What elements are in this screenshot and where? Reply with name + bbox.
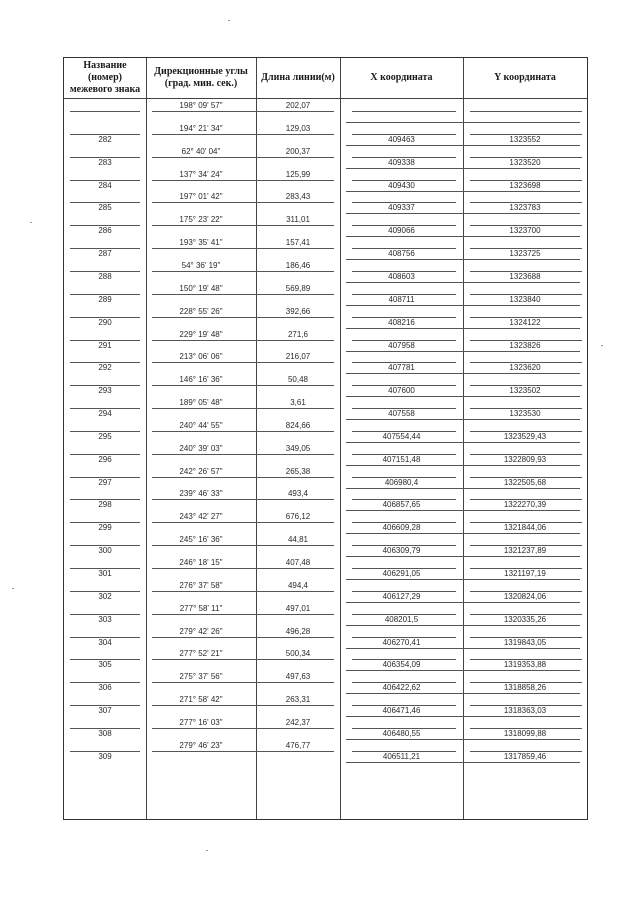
y-coordinate-cell: 1320335,26: [503, 614, 547, 624]
y-coordinate-cell: 1323826: [509, 340, 541, 350]
scan-speck: [206, 850, 208, 851]
line-length-cell: 216,07: [285, 352, 311, 362]
x-coordinate-cell: 407600: [388, 386, 415, 396]
mark-name-cell: 294: [98, 409, 112, 419]
mark-name-cell: 306: [98, 683, 112, 693]
row-rule: [152, 659, 334, 660]
y-coordinate-cell: 1321197,19: [504, 569, 546, 578]
bearing-angle-cell: 228° 55' 26": [179, 306, 223, 316]
row-rule: [152, 385, 334, 386]
x-coordinate-cell: 406422,62: [382, 683, 421, 693]
y-coordinate-cell: 1323725: [509, 249, 541, 259]
table-row: [64, 693, 587, 716]
table-row: [64, 145, 587, 168]
y-coordinate-cell: 1323688: [509, 271, 541, 281]
x-coordinate-cell: 406291,05: [382, 569, 421, 578]
mark-name-cell: 282: [98, 134, 112, 144]
row-rule: [152, 408, 334, 409]
line-length-cell: 500,34: [285, 649, 311, 659]
bearing-angle-cell: 245° 16' 36": [179, 535, 223, 545]
y-coordinate-cell: 1323502: [509, 386, 541, 396]
mark-name-cell: 309: [98, 751, 112, 761]
x-coordinate-cell: 406354,09: [382, 660, 421, 670]
line-length-cell: 125,99: [285, 169, 311, 179]
mark-name-cell: 291: [98, 340, 112, 350]
mark-name-cell: 301: [98, 569, 112, 578]
bearing-angle-cell: 198° 09' 57": [179, 101, 223, 110]
line-length-cell: 242,37: [285, 717, 311, 727]
bearing-angle-cell: 213° 06' 06": [179, 352, 223, 362]
bearing-angle-cell: 240° 44' 55": [179, 420, 223, 430]
bearing-angle-cell: 246° 18' 15": [179, 558, 223, 567]
header-x-coordinate: X координата: [370, 72, 433, 83]
table-row: [64, 716, 587, 739]
bearing-angle-cell: 146° 16' 36": [179, 375, 223, 385]
y-coordinate-cell: 1323700: [509, 226, 541, 236]
line-length-cell: 200,37: [285, 146, 311, 156]
mark-name-cell: 296: [98, 454, 112, 464]
bearing-angle-cell: 193° 35' 41": [179, 238, 223, 248]
line-length-cell: 407,48: [285, 558, 311, 567]
row-rule: [152, 225, 334, 226]
table-row: [64, 122, 587, 145]
row-rule: [152, 499, 334, 500]
x-coordinate-cell: 409338: [388, 157, 415, 167]
line-length-cell: 496,28: [285, 626, 311, 636]
y-coordinate-cell: 1318858,26: [503, 683, 547, 693]
table-row: [64, 602, 587, 625]
bearing-angle-cell: 277° 52' 21": [179, 649, 223, 659]
x-coordinate-cell: 406480,55: [382, 728, 421, 738]
table-row: [64, 213, 587, 236]
mark-name-cell: 290: [98, 317, 112, 327]
mark-name-cell: 299: [98, 523, 112, 533]
table-row: [64, 99, 587, 122]
row-rule: [152, 591, 334, 592]
bearing-angle-cell: 271° 58' 42": [179, 695, 223, 705]
bearing-angle-cell: 240° 39' 03": [179, 443, 223, 453]
x-coordinate-cell: 409430: [388, 180, 415, 190]
bearing-angle-cell: 54° 36' 19": [181, 260, 221, 270]
line-length-cell: 392,66: [285, 306, 311, 316]
coordinates-table: [63, 57, 588, 820]
row-rule: [152, 340, 334, 341]
x-coordinate-cell: 407781: [388, 363, 415, 373]
line-length-cell: 129,03: [285, 123, 311, 133]
y-coordinate-cell: 1324122: [509, 317, 541, 327]
mark-name-cell: 284: [98, 180, 112, 190]
mark-name-cell: 308: [98, 728, 112, 738]
row-rule: [152, 682, 334, 683]
row-rule: [152, 202, 334, 203]
line-length-cell: 3,61: [290, 398, 306, 408]
line-length-cell: 283,43: [285, 192, 311, 202]
x-coordinate-cell: 407554,44: [382, 431, 421, 441]
table-row: [64, 328, 587, 351]
line-length-cell: 50,48: [287, 375, 309, 385]
line-length-cell: 494,4: [287, 580, 309, 590]
table-row: [64, 670, 587, 693]
bearing-angle-cell: 239° 46' 33": [179, 489, 223, 499]
header-line-length: Длина линии(м): [261, 72, 335, 83]
row-rule: [152, 317, 334, 318]
scan-speck: [228, 20, 230, 21]
line-length-cell: 569,89: [285, 283, 311, 293]
mark-name-cell: 298: [98, 500, 112, 510]
line-length-cell: 497,01: [285, 603, 311, 613]
table-row: [64, 396, 587, 419]
x-coordinate-cell: 408756: [388, 249, 415, 259]
line-length-cell: 493,4: [287, 489, 309, 499]
table-row: [64, 510, 587, 533]
x-coordinate-cell: 408216: [388, 317, 415, 327]
line-length-cell: 157,41: [285, 238, 311, 248]
bearing-angle-cell: 279° 42' 26": [179, 626, 223, 636]
line-length-cell: 349,05: [285, 443, 311, 453]
y-coordinate-cell: 1319353,88: [503, 660, 547, 670]
y-coordinate-cell: 1323698: [509, 180, 541, 190]
table-row: [64, 282, 587, 305]
header-y-coordinate: Y координата: [494, 72, 556, 83]
table-row: [64, 350, 587, 373]
mark-name-cell: 283: [98, 157, 112, 167]
table-row: [64, 533, 587, 556]
y-coordinate-cell: 1319843,05: [503, 637, 547, 647]
table-row: [64, 168, 587, 191]
bearing-angle-cell: 175° 23' 22": [179, 215, 223, 225]
x-coordinate-cell: 409463: [388, 134, 415, 144]
y-coordinate-cell: 1317859,46: [503, 751, 547, 761]
mark-name-cell: 289: [98, 294, 112, 304]
row-rule: [152, 248, 334, 249]
row-rule: [152, 362, 334, 363]
row-rule: [152, 728, 334, 729]
header-bearing-angles: Дирекционные углы (град. мин. сек.): [154, 66, 248, 89]
mark-name-cell: 305: [98, 660, 112, 670]
x-coordinate-cell: 407151,48: [382, 454, 421, 464]
mark-name-cell: 302: [98, 591, 112, 601]
x-coordinate-cell: 407558: [388, 409, 415, 419]
y-coordinate-cell: 1318363,03: [503, 706, 547, 716]
table-row: [64, 465, 587, 488]
y-coordinate-cell: 1321844,06: [503, 523, 547, 533]
table-row: [64, 259, 587, 282]
x-coordinate-cell: 409337: [388, 203, 415, 213]
table-row: [64, 373, 587, 396]
y-coordinate-cell: 1322505,68: [503, 477, 547, 487]
row-rule: [152, 637, 334, 638]
x-coordinate-cell: 406511,21: [382, 751, 421, 761]
table-row: [64, 190, 587, 213]
y-coordinate-cell: 1321237,89: [503, 546, 547, 556]
mark-name-cell: 300: [98, 546, 112, 556]
header-mark-name: Название (номер) межевого знака: [69, 60, 141, 95]
row-rule: [152, 454, 334, 455]
mark-name-cell: 287: [98, 249, 112, 259]
mark-name-cell: 286: [98, 226, 112, 236]
table-row: [64, 579, 587, 602]
x-coordinate-cell: 406609,28: [382, 523, 421, 533]
row-rule: [152, 431, 334, 432]
bearing-angle-cell: 279° 46' 23": [179, 740, 223, 750]
bearing-angle-cell: 277° 16' 03": [179, 717, 223, 727]
line-length-cell: 311,01: [286, 215, 310, 225]
row-rule: [346, 762, 580, 763]
bearing-angle-cell: 62° 40' 04": [181, 146, 221, 156]
table-row: [64, 556, 587, 579]
bearing-angle-cell: 243° 42' 27": [179, 512, 223, 522]
line-length-cell: 263,31: [285, 695, 311, 705]
line-length-cell: 824,66: [285, 420, 311, 430]
scan-speck: [601, 345, 603, 346]
row-rule: [470, 111, 582, 112]
row-rule: [152, 751, 334, 752]
scan-speck: [30, 222, 32, 223]
bearing-angle-cell: 189° 05' 48": [179, 398, 223, 408]
table-row: [64, 487, 587, 510]
x-coordinate-cell: 408711: [388, 294, 415, 304]
scan-speck: [12, 588, 14, 589]
y-coordinate-cell: 1320824,06: [503, 591, 547, 601]
row-rule: [152, 157, 334, 158]
y-coordinate-cell: 1323520: [509, 157, 541, 167]
line-length-cell: 265,38: [285, 466, 311, 476]
line-length-cell: 271,6: [287, 329, 309, 339]
y-coordinate-cell: 1323529,43: [503, 431, 547, 441]
row-rule: [152, 271, 334, 272]
line-length-cell: 186,46: [285, 260, 311, 270]
row-rule: [152, 545, 334, 546]
line-length-cell: 44,81: [287, 535, 309, 545]
line-length-cell: 476,77: [285, 740, 311, 750]
mark-name-cell: 288: [98, 271, 112, 281]
mark-name-cell: 297: [98, 477, 112, 487]
y-coordinate-cell: 1323620: [509, 363, 541, 373]
table-row: [64, 739, 587, 762]
table-row: [64, 305, 587, 328]
row-rule: [152, 522, 334, 523]
x-coordinate-cell: 406127,29: [382, 591, 421, 601]
bearing-angle-cell: 276° 37' 58": [179, 580, 223, 590]
mark-name-cell: 285: [98, 203, 112, 213]
row-rule: [152, 134, 334, 135]
x-coordinate-cell: 407958: [388, 340, 415, 350]
table-row: [64, 236, 587, 259]
row-rule: [70, 111, 140, 112]
table-row: [64, 419, 587, 442]
row-rule: [152, 180, 334, 181]
x-coordinate-cell: 406857,65: [382, 500, 421, 510]
row-rule: [152, 568, 334, 569]
y-coordinate-cell: 1322809,93: [503, 454, 547, 464]
mark-name-cell: 303: [98, 614, 112, 624]
y-coordinate-cell: 1323783: [509, 203, 541, 213]
x-coordinate-cell: 409066: [388, 226, 415, 236]
x-coordinate-cell: 406471,46: [382, 706, 421, 716]
row-rule: [152, 477, 334, 478]
row-rule: [352, 111, 456, 112]
line-length-cell: 676,12: [285, 512, 311, 522]
bearing-angle-cell: 197° 01' 42": [179, 192, 223, 202]
y-coordinate-cell: 1322270,39: [503, 500, 547, 510]
line-length-cell: 497,63: [285, 672, 311, 682]
x-coordinate-cell: 406309,79: [382, 546, 421, 556]
x-coordinate-cell: 408201,5: [384, 614, 419, 624]
y-coordinate-cell: 1323552: [509, 134, 541, 144]
x-coordinate-cell: 406980,4: [384, 477, 419, 487]
table-row: [64, 647, 587, 670]
y-coordinate-cell: 1323530: [509, 409, 541, 419]
table-row: [64, 625, 587, 648]
line-length-cell: 202,07: [285, 101, 311, 110]
bearing-angle-cell: 150° 19' 48": [179, 283, 223, 293]
mark-name-cell: 293: [98, 386, 112, 396]
mark-name-cell: 295: [98, 431, 112, 441]
y-coordinate-cell: 1318099,88: [503, 728, 547, 738]
mark-name-cell: 307: [98, 706, 112, 716]
mark-name-cell: 304: [98, 637, 112, 647]
x-coordinate-cell: 406270,41: [382, 637, 421, 647]
bearing-angle-cell: 242° 26' 57": [179, 466, 223, 476]
bearing-angle-cell: 275° 37' 56": [179, 672, 223, 682]
row-rule: [152, 614, 334, 615]
bearing-angle-cell: 229° 19' 48": [179, 329, 223, 339]
bearing-angle-cell: 194° 21' 34": [179, 123, 223, 133]
bearing-angle-cell: 137° 34' 24": [179, 169, 223, 179]
row-rule: [152, 111, 334, 112]
table-row: [64, 442, 587, 465]
row-rule: [152, 294, 334, 295]
mark-name-cell: 292: [98, 363, 112, 373]
row-rule: [152, 705, 334, 706]
y-coordinate-cell: 1323840: [509, 294, 541, 304]
x-coordinate-cell: 408603: [388, 271, 415, 281]
bearing-angle-cell: 277° 58' 11": [179, 603, 223, 613]
